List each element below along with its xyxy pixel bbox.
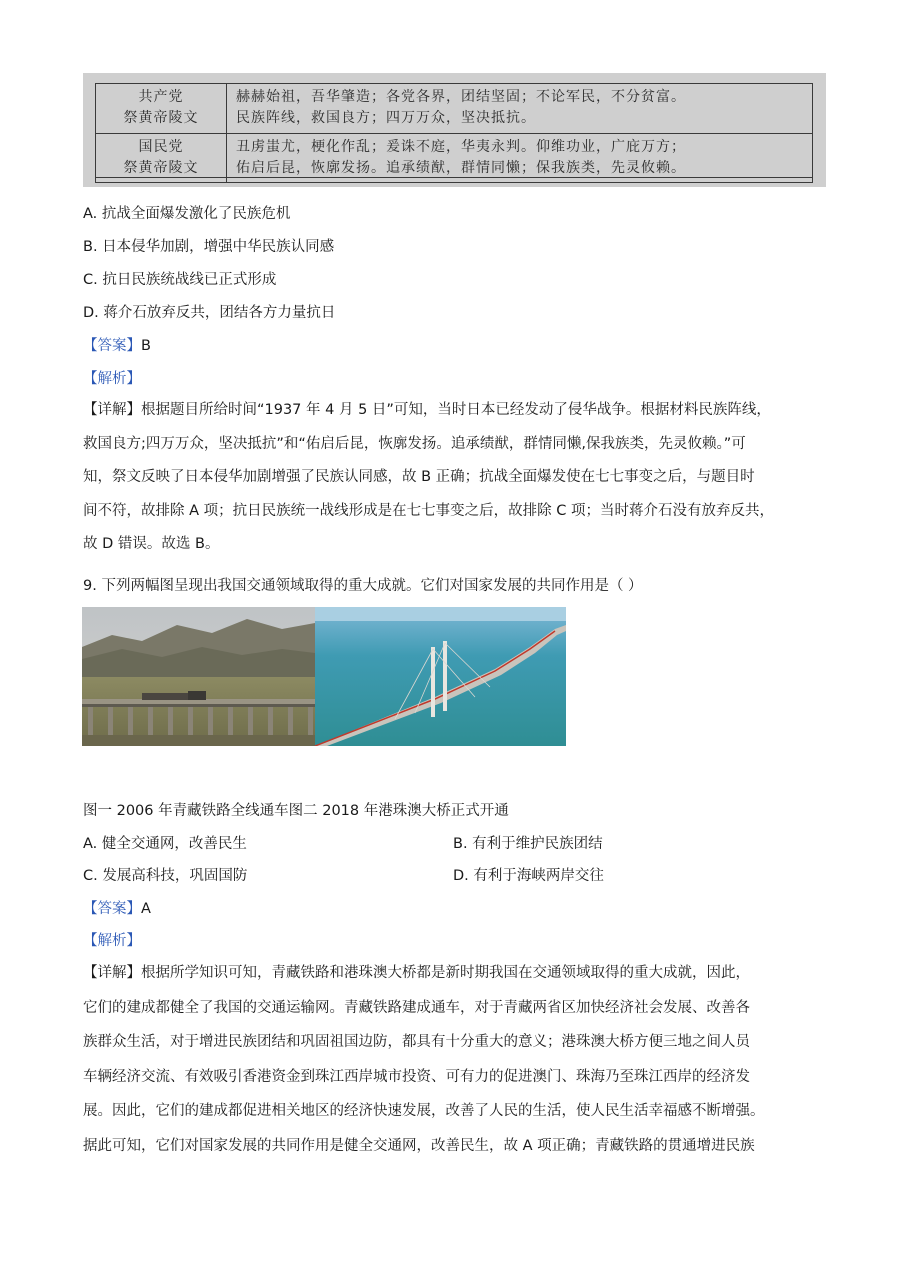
answer-label: 【答案】: [83, 338, 141, 354]
hzm-bridge-photo: [315, 607, 566, 746]
paragraph-line: 它们的建成都健全了我国的交通运输网。青藏铁路建成通车，对于青藏两省区加快经济社会发展、改善各: [83, 999, 750, 1016]
party-doc-title: 祭黄帝陵文: [123, 159, 199, 176]
q9-analysis-label: [83, 931, 141, 951]
q9-question: 9. 下列两幅图呈现出我国交通领域取得的重大成就。它们对国家发展的共同作用是（ ）: [83, 578, 643, 594]
q8-option-b: B. 日本侵华加剧，增强中华民族认同感: [83, 239, 335, 255]
q8-option-d: D. 蒋介石放弃反共，团结各方力量抗日: [83, 305, 336, 321]
memorial-text-line: 赫赫始祖，吾华肇造；各党各界，团结坚固；不论军民，不分贫富。: [236, 89, 686, 106]
memorial-text-table: [95, 83, 813, 183]
q8-answer: [83, 336, 151, 356]
paragraph-line: 展。因此，它们的建成都促进相关地区的经济快速发展，改善了人民的生活，使人民生活幸福感不断增强。: [83, 1103, 765, 1120]
paragraph-line: 间不符，故排除 A 项；抗日民族统一战线形成是在七七事变之后，故排除 C 项；当时蒋介石没有放弃反共，: [83, 502, 774, 519]
memorial-text-cell: [227, 133, 813, 183]
q8-option-a: A. 抗战全面爆发激化了民族危机: [83, 206, 291, 222]
paragraph-line: 故 D 错误。故选 B。: [83, 536, 220, 552]
paragraph-line: 知，祭文反映了日本侵华加剧增强了民族认同感，故 B 正确；抗战全面爆发使在七七事变之后，与题目时: [83, 469, 755, 485]
table-row: [96, 133, 813, 183]
table-cut-edge: [95, 177, 813, 187]
qinghai-tibet-railway-photo: [82, 607, 315, 746]
q9-option-b: B. 有利于维护民族团结: [453, 836, 603, 852]
paragraph-line: 救国良方;四万万众，坚决抵抗”和“佑启后昆，恢廓发扬。追承绩猷，群情同懒,保我族类，先灵攸赖。”可: [83, 435, 746, 452]
q9-option-a: A. 健全交通网，改善民生: [83, 836, 247, 852]
q9-detail-paragraph: [83, 956, 853, 1164]
paragraph-line: 车辆经济交流、有效吸引香港资金到珠江西岸城市投资、可有力的促进澳门、珠海乃至珠江西岸的经济发: [83, 1068, 750, 1085]
q9-photos: [82, 607, 566, 746]
paragraph-line: 族群众生活，对于增进民族团结和巩固祖国边防，都具有十分重大的意义；港珠澳大桥方便三地之间人员: [83, 1034, 750, 1051]
analysis-label: 【解析】: [83, 371, 141, 387]
party-cell: [96, 133, 227, 183]
party-doc-title: 祭黄帝陵文: [123, 110, 199, 127]
q8-option-c: C. 抗日民族统战线已正式形成: [83, 272, 277, 288]
memorial-text-line: 丑虏蚩尤，梗化作乱；爰诛不庭，华夷永判。仰维功业，广庇万方；: [236, 138, 686, 155]
answer-value: A: [141, 901, 151, 917]
memorial-text-table-image: [83, 73, 826, 187]
memorial-text-line: 佑启后昆，恢廓发扬。追承绩猷，群情同懒；保我族类，先灵攸赖。: [236, 159, 686, 176]
q9-option-d: D. 有利于海峡两岸交往: [453, 868, 604, 884]
answer-label: 【答案】: [83, 901, 141, 917]
table-row: [96, 84, 813, 134]
q8-analysis-label: [83, 369, 141, 389]
analysis-label: 【解析】: [83, 933, 141, 949]
party-name: 国民党: [138, 138, 184, 155]
party-cell: [96, 84, 227, 134]
paragraph-line: 【详解】根据所学知识可知，青藏铁路和港珠澳大桥都是新时期我国在交通领域取得的重大成就，因此，: [83, 965, 750, 981]
memorial-text-line: 民族阵线，救国良方；四万万众，坚决抵抗。: [236, 110, 536, 127]
answer-value: B: [141, 338, 151, 354]
paragraph-line: 【详解】根据题目所给时间“1937 年 4 月 5 日”可知，当时日本已经发动了侵华战争。根据材料民族阵线，: [83, 402, 771, 418]
q9-option-c: C. 发展高科技，巩固国防: [83, 868, 248, 884]
memorial-text-cell: [227, 84, 813, 134]
party-name: 共产党: [138, 89, 184, 106]
q9-answer: [83, 899, 151, 919]
q9-photo-caption: 图一 2006 年青藏铁路全线通车图二 2018 年港珠澳大桥正式开通: [83, 803, 509, 819]
paragraph-line: 据此可知，它们对国家发展的共同作用是健全交通网，改善民生，故 A 项正确；青藏铁路的贯通增进民族: [83, 1137, 755, 1154]
q8-detail-paragraph: [83, 394, 853, 562]
